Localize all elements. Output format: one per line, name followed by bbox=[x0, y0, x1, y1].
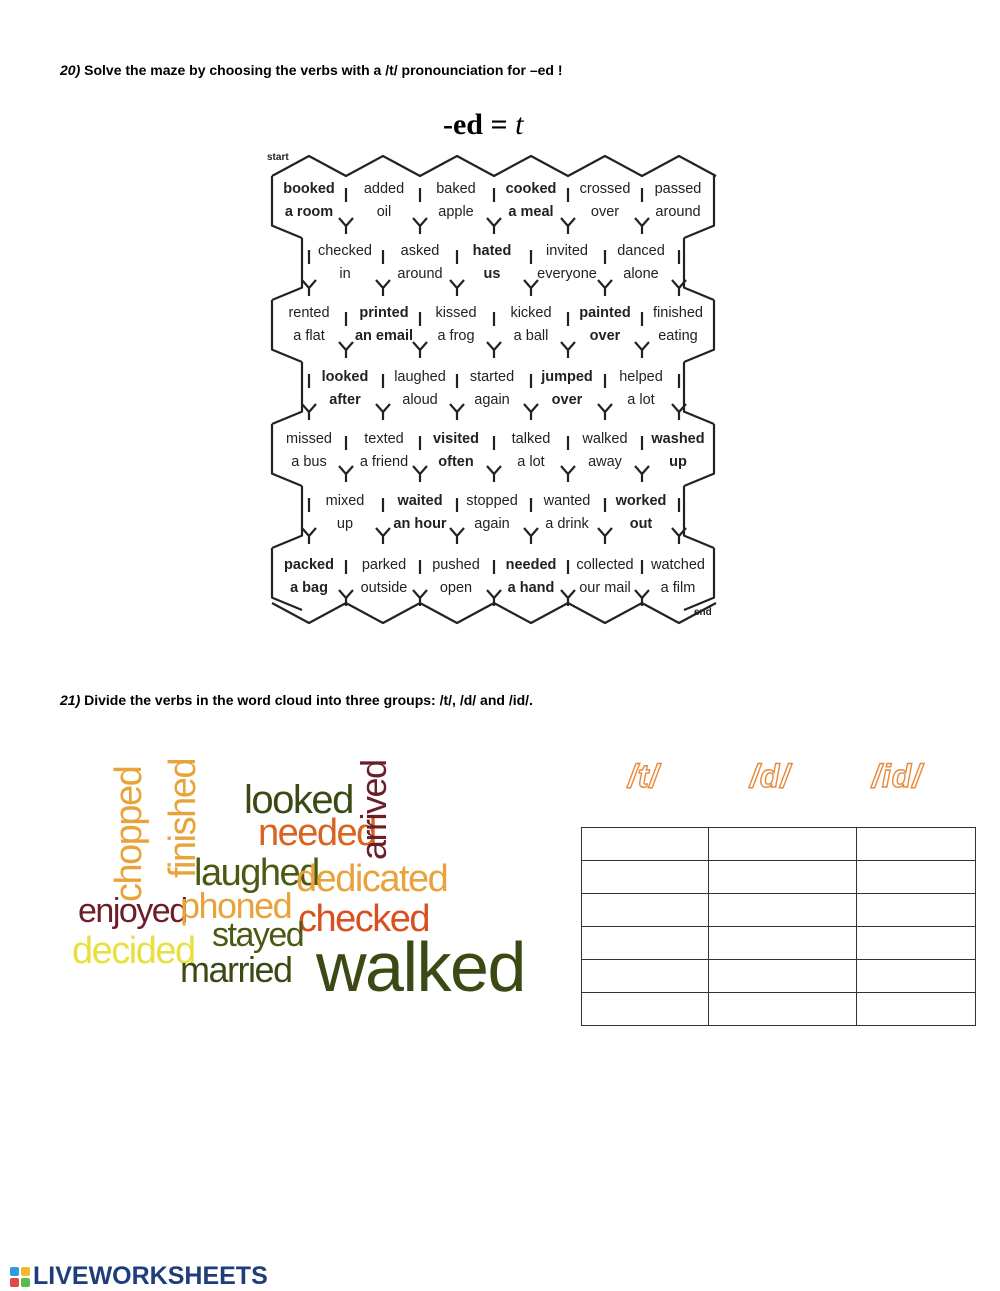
answer-cell[interactable] bbox=[857, 993, 976, 1026]
maze-verb: rented bbox=[288, 305, 330, 321]
maze-verb: packed bbox=[284, 557, 334, 573]
maze-verb: painted bbox=[579, 305, 631, 321]
maze-verb: booked bbox=[283, 181, 335, 197]
maze-phrase: a room bbox=[284, 204, 334, 220]
maze-phrase: a film bbox=[660, 580, 696, 596]
cloud-word: decided bbox=[72, 930, 195, 972]
maze-phrase: again bbox=[474, 392, 510, 408]
maze-phrase: around bbox=[655, 204, 701, 220]
maze-phrase: an email bbox=[354, 328, 414, 344]
maze-phrase: over bbox=[551, 392, 583, 408]
maze-phrase: a hand bbox=[507, 580, 555, 596]
cloud-word: married bbox=[180, 949, 292, 990]
cloud-word: stayed bbox=[212, 916, 304, 954]
word-cloud bbox=[60, 759, 525, 1020]
maze-verb: stopped bbox=[466, 493, 518, 509]
maze-walls bbox=[272, 156, 716, 623]
maze-phrase: apple bbox=[438, 204, 474, 220]
maze-phrase: a ball bbox=[513, 328, 549, 344]
maze-phrase: aloud bbox=[402, 392, 438, 408]
maze-verb: walked bbox=[582, 431, 628, 447]
maze-verb: worked bbox=[615, 493, 667, 509]
maze-phrase: oil bbox=[376, 204, 392, 220]
maze-phrase: often bbox=[438, 454, 474, 470]
question-number: 21) bbox=[60, 692, 81, 708]
maze-verb: needed bbox=[505, 557, 557, 573]
maze-phrase: a flat bbox=[293, 328, 325, 344]
answer-cell[interactable] bbox=[582, 927, 709, 960]
maze-verb: missed bbox=[286, 431, 332, 447]
maze-verb: added bbox=[363, 181, 405, 197]
answer-cell[interactable] bbox=[582, 861, 709, 894]
maze-verb: started bbox=[469, 369, 515, 385]
answer-cell[interactable] bbox=[582, 828, 709, 861]
question-number: 20) bbox=[60, 62, 81, 78]
maze-phrase: after bbox=[329, 392, 361, 408]
maze-phrase: a bus bbox=[291, 454, 327, 470]
maze-phrase: eating bbox=[658, 328, 698, 344]
maze-verb: visited bbox=[433, 431, 479, 447]
answer-cell[interactable] bbox=[857, 861, 976, 894]
maze-phrase: us bbox=[483, 266, 501, 282]
maze-verb: wanted bbox=[543, 493, 591, 509]
answer-cell[interactable] bbox=[582, 894, 709, 927]
maze-verb: hated bbox=[472, 243, 512, 259]
answer-cell[interactable] bbox=[709, 828, 857, 861]
cloud-word: checked bbox=[298, 898, 430, 940]
question-21-title bbox=[60, 692, 533, 708]
maze-verb: kissed bbox=[435, 305, 477, 321]
cloud-word: phoned bbox=[180, 885, 292, 926]
maze-phrase: up bbox=[336, 516, 354, 532]
maze-verb: printed bbox=[359, 305, 409, 321]
answer-table bbox=[581, 827, 976, 1026]
maze-phrase: a friend bbox=[359, 454, 409, 470]
maze-verb: crossed bbox=[579, 181, 631, 197]
maze-phrase: a lot bbox=[517, 454, 545, 470]
maze-verb: washed bbox=[651, 431, 705, 447]
maze-verb: parked bbox=[361, 557, 407, 573]
maze-title-prefix: -ed = bbox=[443, 108, 516, 141]
cloud-word: walked bbox=[316, 928, 525, 1006]
answer-cell[interactable] bbox=[709, 993, 857, 1026]
table-row bbox=[582, 828, 976, 861]
maze-verb: texted bbox=[364, 431, 404, 447]
maze-verb: baked bbox=[436, 181, 476, 197]
answer-cell[interactable] bbox=[582, 993, 709, 1026]
answer-cell[interactable] bbox=[709, 894, 857, 927]
maze-verb: cooked bbox=[505, 181, 557, 197]
maze-verb: invited bbox=[546, 243, 588, 259]
table-row bbox=[582, 960, 976, 993]
group-header-d: /d/ bbox=[750, 758, 791, 794]
maze-phrase: everyone bbox=[537, 266, 597, 282]
maze-verb: jumped bbox=[541, 369, 593, 385]
maze-phrase: over bbox=[589, 328, 621, 344]
maze-phrase: in bbox=[339, 266, 351, 282]
liveworksheets-logo bbox=[10, 1262, 268, 1291]
cloud-word: enjoyed bbox=[78, 892, 187, 930]
maze-phrase: around bbox=[397, 266, 443, 282]
answer-cell[interactable] bbox=[857, 960, 976, 993]
maze-phrase: alone bbox=[623, 266, 659, 282]
maze-phrase: again bbox=[474, 516, 510, 532]
maze-verb: watched bbox=[650, 557, 705, 573]
maze-phrase: a drink bbox=[545, 516, 589, 532]
maze-verb: collected bbox=[576, 557, 634, 573]
cloud-word: dedicated bbox=[296, 858, 448, 900]
answer-cell[interactable] bbox=[857, 894, 976, 927]
maze-verb: looked bbox=[321, 369, 369, 385]
maze-verb: asked bbox=[400, 243, 440, 259]
maze-verb: checked bbox=[317, 243, 372, 259]
maze-verb: pushed bbox=[432, 557, 480, 573]
maze-phrase: an hour bbox=[393, 516, 447, 532]
maze-verb: waited bbox=[397, 493, 443, 509]
maze-end-label: end bbox=[694, 607, 712, 618]
maze-verb: passed bbox=[654, 181, 702, 197]
cloud-word: looked bbox=[244, 778, 353, 822]
maze-phrase: out bbox=[629, 516, 653, 532]
cloud-word: laughed bbox=[194, 852, 319, 894]
maze-phrase: away bbox=[588, 454, 622, 470]
logo-icon bbox=[10, 1267, 30, 1287]
answer-cell[interactable] bbox=[582, 960, 709, 993]
maze-verb: laughed bbox=[394, 369, 446, 385]
table-row bbox=[582, 993, 976, 1026]
maze-phrase: a meal bbox=[508, 204, 554, 220]
maze-verb: helped bbox=[619, 369, 663, 385]
maze-phrase: over bbox=[590, 204, 620, 220]
group-header-t: /t/ bbox=[628, 758, 660, 794]
maze-phrase: a lot bbox=[627, 392, 655, 408]
maze-phrase: a frog bbox=[437, 328, 475, 344]
answer-cell[interactable] bbox=[709, 927, 857, 960]
maze-verb: talked bbox=[511, 431, 551, 447]
group-header-id: /id/ bbox=[872, 758, 923, 794]
maze-phrase: outside bbox=[360, 580, 408, 596]
answer-cell[interactable] bbox=[857, 828, 976, 861]
answer-cell[interactable] bbox=[709, 861, 857, 894]
question-text: Solve the maze by choosing the verbs with a /t/ pronounciation for –ed ! bbox=[84, 62, 563, 78]
table-row bbox=[582, 861, 976, 894]
maze-verb: danced bbox=[617, 243, 665, 259]
maze-phrase: our mail bbox=[579, 580, 631, 596]
cloud-word: needed bbox=[258, 812, 376, 854]
maze-title bbox=[443, 108, 523, 142]
maze-phrase: a bag bbox=[290, 580, 328, 596]
answer-cell[interactable] bbox=[709, 960, 857, 993]
maze-verb: finished bbox=[653, 305, 703, 321]
maze-phrase: up bbox=[669, 454, 687, 470]
cloud-word: chopped bbox=[108, 766, 150, 902]
maze-phrase: open bbox=[439, 580, 473, 596]
logo-text: LIVEWORKSHEETS bbox=[33, 1262, 268, 1290]
table-row bbox=[582, 927, 976, 960]
cloud-word: arrived bbox=[353, 760, 394, 860]
maze-start-label: start bbox=[267, 152, 289, 163]
cloud-word: finished bbox=[162, 759, 204, 878]
maze-verb: kicked bbox=[510, 305, 552, 321]
question-text: Divide the verbs in the word cloud into three groups: /t/, /d/ and /id/. bbox=[84, 692, 533, 708]
maze-verb: mixed bbox=[325, 493, 365, 509]
answer-cell[interactable] bbox=[857, 927, 976, 960]
table-row bbox=[582, 894, 976, 927]
question-20-title bbox=[60, 62, 563, 78]
maze-title-variable: t bbox=[515, 108, 524, 141]
